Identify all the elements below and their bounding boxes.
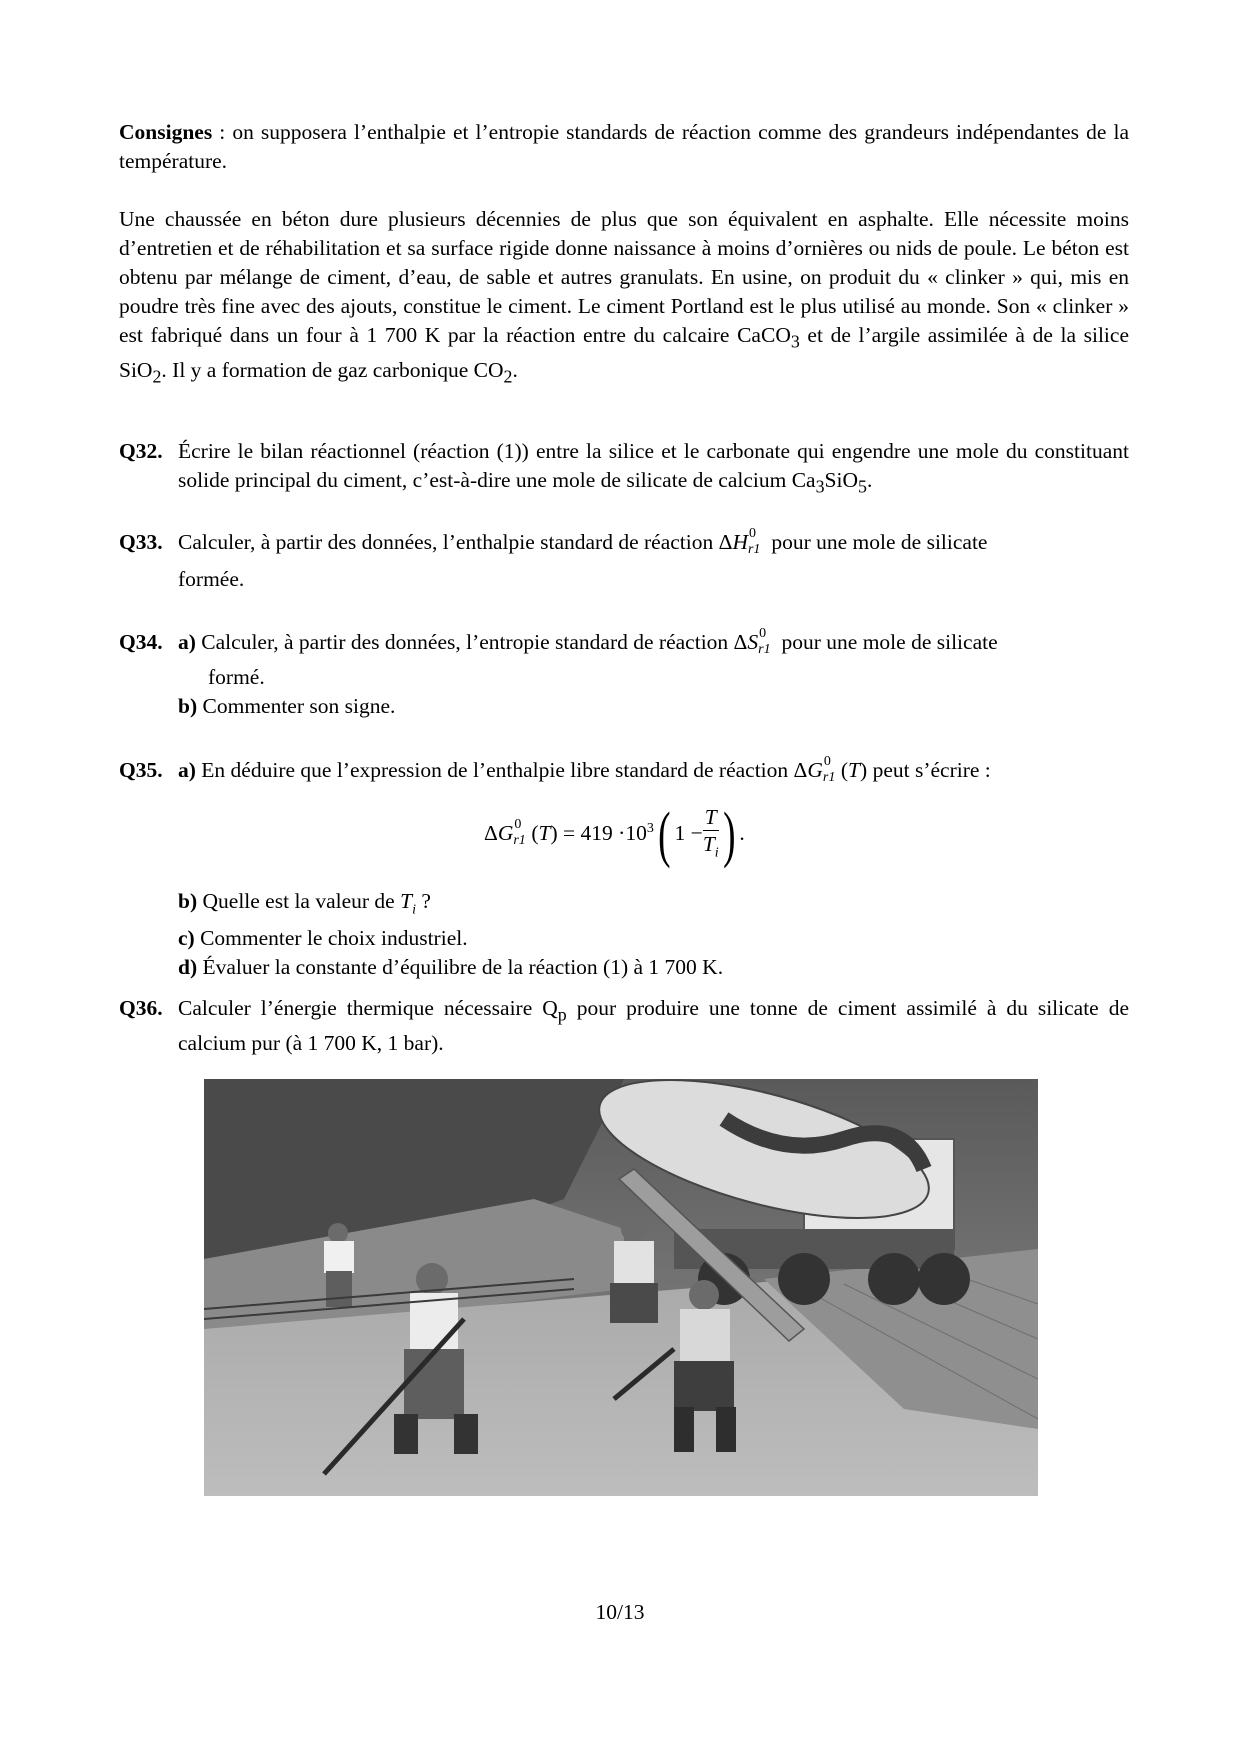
q35-number: Q35. (119, 758, 163, 782)
consignes-label: Consignes (119, 120, 213, 144)
consignes-text: : on supposera l’enthalpie et l’entropie standards de réaction comme des grandeurs indépendantes de la température. (119, 120, 1129, 173)
q35-d-text: Évaluer la constante d’équilibre de la réaction (1) à 1 700 K. (197, 955, 724, 980)
q35-symbol: G (807, 758, 823, 782)
formula-big-paren-close: ) (722, 801, 736, 870)
q34-sub: r1 (758, 642, 771, 658)
q35-a-label: a) (178, 758, 196, 782)
q35-sub: r1 (822, 770, 836, 786)
q34-a-line-2: formé. (208, 665, 265, 690)
q32-number: Q32. (119, 439, 163, 463)
q36-body (178, 994, 1129, 1058)
formula-denominator (703, 831, 719, 866)
intro-text-1: Une chaussée en béton dure plusieurs décennies de plus que son équivalent en asphalte. Elle nécessite moins d’entretien et de réhabilitation et sa surface rigide donne naissance à moins d’ornières ou nids de poule. Le béton est obtenu par mélange de ciment, d’eau, de sable et autres granulats. En usine, on produit du « clinker » qui, mis en poudre très fine avec des ajouts, constitue le ciment. Le ciment Portland est le plus utilisé au monde. Son « clinker » est fabriqué dans un four à 1 700 K par la réaction entre du calcaire CaCO (119, 207, 1129, 347)
q35-paren-close: ) (860, 758, 868, 782)
q35-paren-open: ( (840, 758, 849, 782)
formula-big-paren-open: ( (657, 801, 671, 870)
q35-a-text-after: peut s’écrire : (867, 758, 991, 782)
q34-supsub (758, 626, 776, 659)
q33-sup: 0 (748, 526, 756, 542)
formula-end: . (739, 821, 745, 846)
q35-d (178, 953, 1129, 982)
q35-sup: 0 (823, 754, 831, 770)
question-q34 (119, 628, 1129, 721)
formula-symbol: G (497, 821, 514, 846)
formula-equals: = 419 ·10 (557, 821, 647, 846)
q32-text-1: Écrire le bilan réactionnel (réaction (1)) entre la silice et le carbonate qui engendre une mole du constituant solide principal du ciment, c’est-à-dire une mole de silicate de calcium Ca (178, 439, 1129, 492)
q34-sup: 0 (759, 626, 767, 642)
q35-b-t: T (400, 889, 413, 913)
q35-d-label: d) (178, 955, 198, 980)
intro-sub-1: 3 (790, 331, 800, 352)
consignes-paragraph (119, 118, 1129, 176)
q34-delta: Δ (733, 630, 748, 654)
q35-arg: T (848, 758, 861, 782)
q34-b-text: Commenter son signe. (197, 694, 396, 719)
q35-b-i: i (412, 902, 416, 918)
q36-sub: p (557, 1004, 567, 1025)
q35-c (178, 924, 1129, 953)
intro-text-3: . Il y a formation de gaz carbonique CO (161, 358, 504, 383)
intro-sub-2: 2 (152, 366, 162, 387)
formula-paren-close: ) (550, 821, 558, 846)
q35-formula (484, 801, 745, 876)
q36-text-2: pour produire une tonne de ciment assimilé à du silicate de calcium pur (à 1 700 K, 1 bar). (178, 996, 1129, 1056)
formula-den-t: T (702, 832, 715, 856)
q35-b (178, 887, 1129, 924)
q32-text-2: SiO (824, 468, 859, 492)
q33-number: Q33. (119, 530, 163, 554)
q35-body (178, 756, 1129, 787)
formula-den-i: i (714, 845, 719, 861)
q33-supsub (747, 526, 766, 559)
q35-b-end: ? (415, 889, 431, 913)
concrete-pouring-photo (204, 1079, 1038, 1496)
q33-delta: Δ (718, 530, 733, 554)
q34-b-label: b) (178, 694, 198, 719)
q35-subquestions (119, 887, 1129, 982)
page-number: 10/13 (595, 1600, 645, 1624)
formula-fraction (703, 804, 719, 866)
q35-c-text: Commenter le choix industriel. (194, 926, 468, 951)
q36-number: Q36. (119, 996, 163, 1020)
q34-a-text-before: Calculer, à partir des données, l’entropie standard de réaction (195, 630, 734, 654)
question-q36 (119, 994, 1129, 1058)
formula-paren-open: ( (531, 821, 539, 846)
formula-sup: 0 (514, 817, 522, 833)
q35-b-text: Quelle est la valeur de (197, 889, 401, 913)
question-q33 (119, 528, 1129, 594)
q35-subquestions-body (178, 887, 1129, 982)
q34-body (178, 628, 1129, 721)
q33-body (178, 528, 1129, 594)
q34-b (178, 692, 1129, 721)
formula-sub: r1 (513, 833, 526, 849)
q35-supsub (822, 754, 841, 787)
intro-text-2: et de l’argile assimilée à de la silice SiO (119, 323, 1129, 383)
q35-delta: Δ (793, 758, 808, 782)
question-q32 (119, 437, 1129, 501)
q34-number: Q34. (119, 630, 163, 654)
q32-text-3: . (866, 468, 873, 492)
q34-a-text-after: pour une mole de silicate (776, 630, 998, 654)
formula-numerator: T (704, 805, 717, 829)
q33-sub: r1 (747, 542, 761, 558)
q35-c-label: c) (178, 926, 195, 951)
q32-sub-2: 5 (858, 476, 867, 497)
q33-line-2: formée. (178, 567, 245, 592)
formula-one-minus: 1 − (674, 821, 703, 846)
q34-a-label: a) (178, 630, 196, 654)
q32-sub-1: 3 (815, 476, 825, 497)
q33-text-after: pour une mole de silicate (765, 530, 988, 554)
q35-b-label: b) (178, 889, 198, 913)
formula-arg: T (538, 821, 551, 846)
q34-symbol: S (747, 630, 759, 654)
q35-a-text-before: En déduire que l’expression de l’enthalpie libre standard de réaction (195, 758, 794, 782)
intro-text-4: . (512, 358, 518, 383)
concrete-pouring-illustration (204, 1079, 1038, 1496)
formula-delta: Δ (484, 821, 498, 846)
intro-paragraph (119, 205, 1129, 392)
q33-symbol: H (732, 530, 748, 554)
intro-sub-3: 2 (503, 366, 513, 387)
formula-exponent: 3 (646, 820, 654, 836)
question-q35 (119, 756, 1129, 787)
q32-body (178, 437, 1129, 501)
q36-text-1: Calculer l’énergie thermique nécessaire Q (178, 996, 558, 1020)
q33-text-before: Calculer, à partir des données, l’enthalpie standard de réaction (178, 530, 719, 554)
formula-supsub (513, 817, 531, 850)
